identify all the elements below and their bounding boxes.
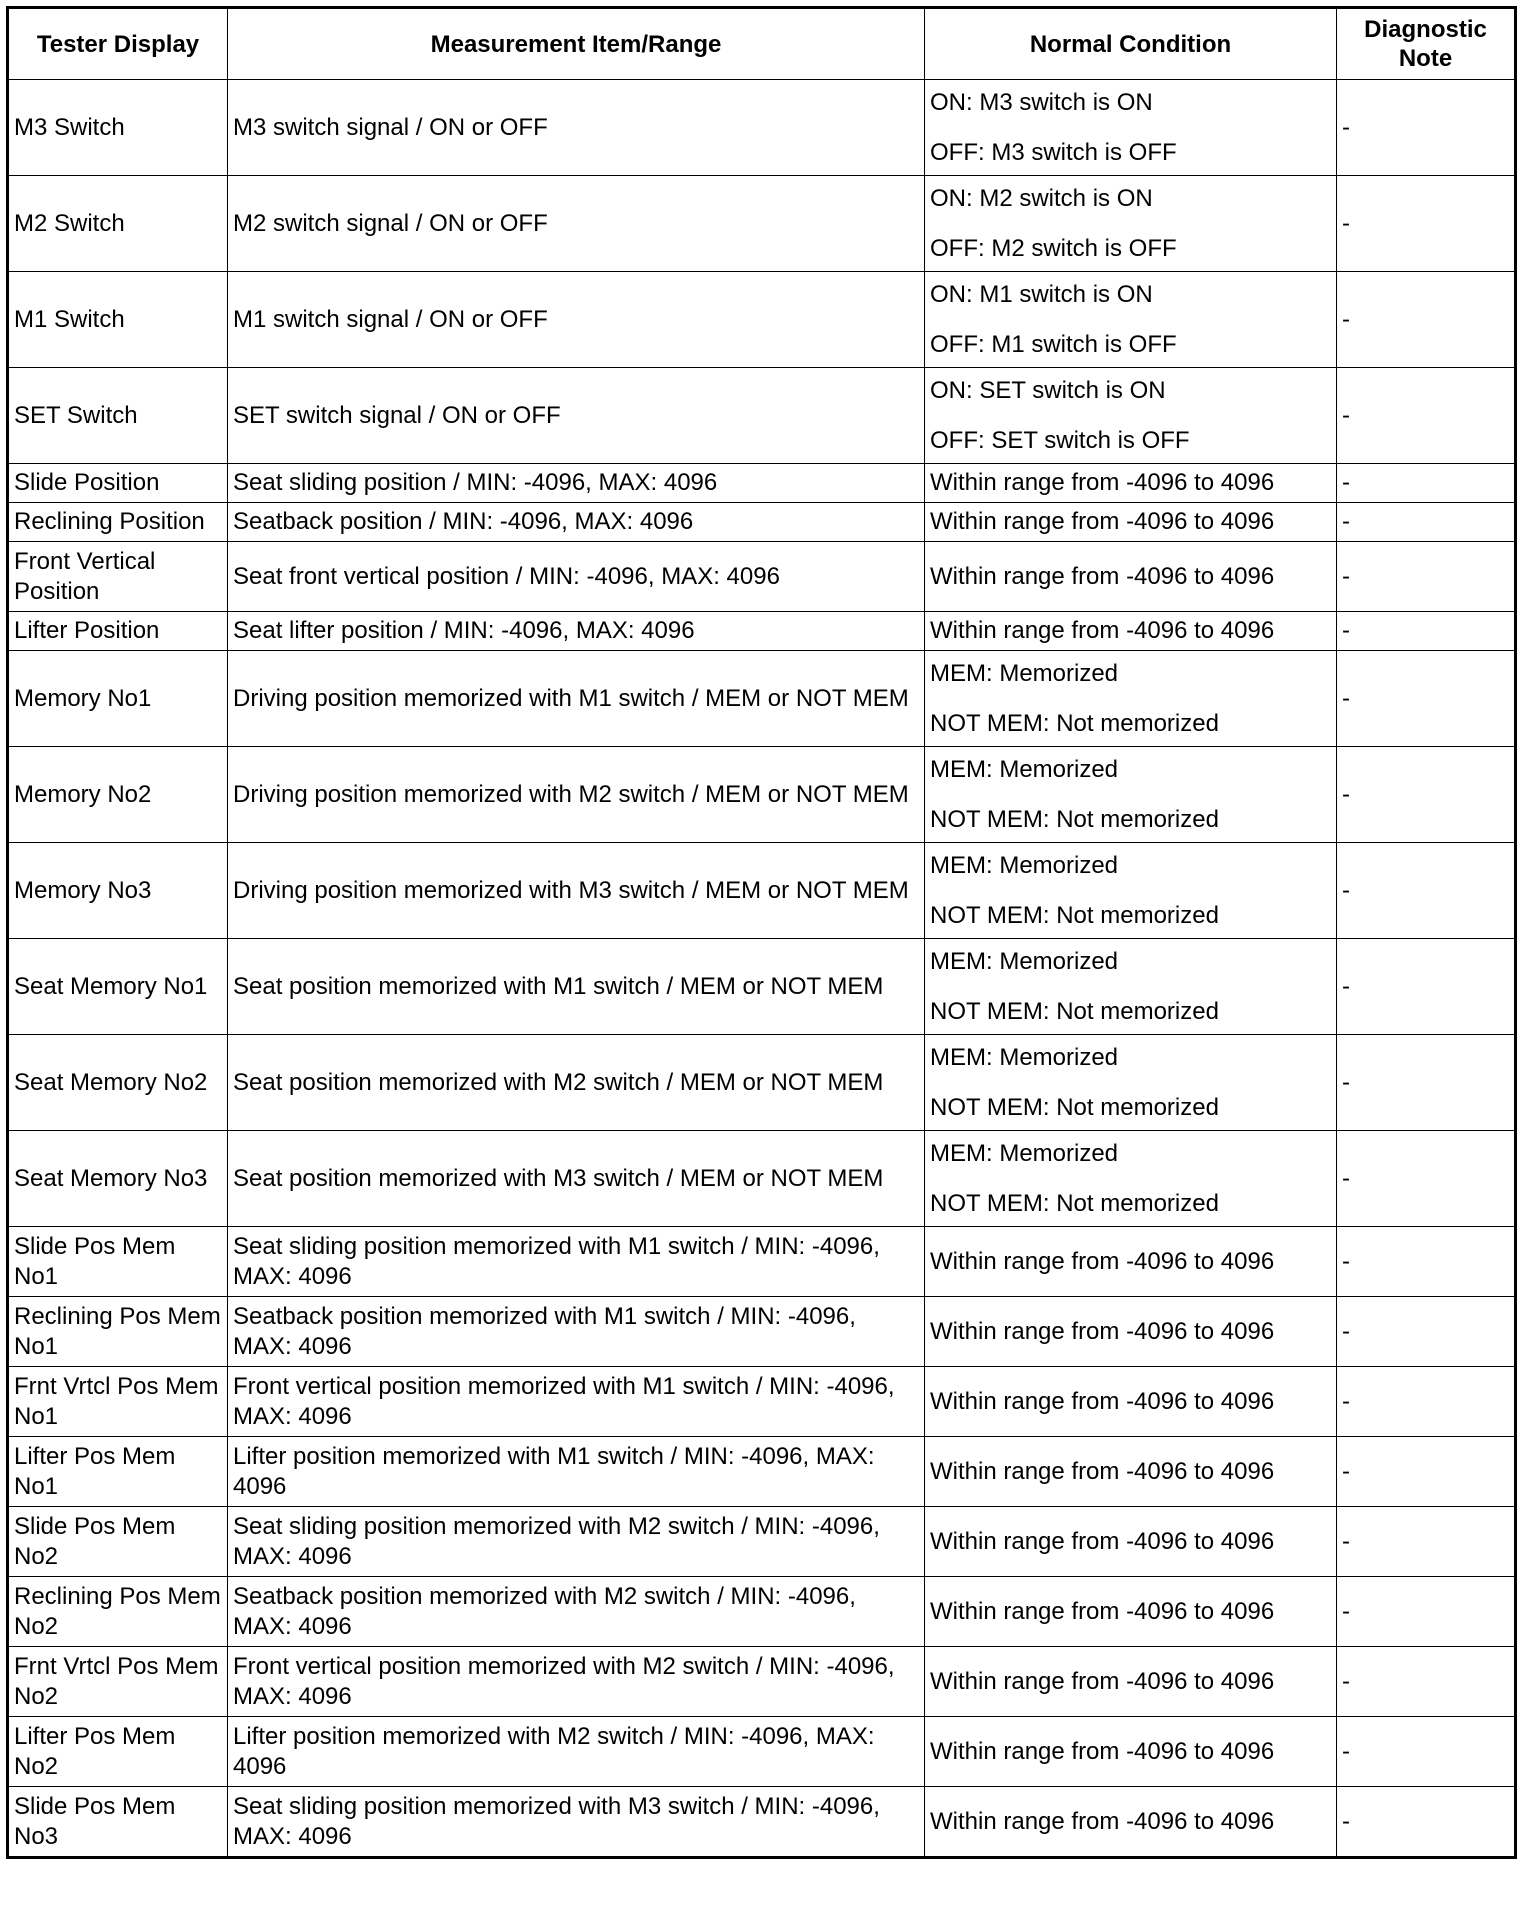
cell-normal-condition: Within range from -4096 to 4096 xyxy=(925,1227,1337,1297)
cell-tester-display: M3 Switch xyxy=(8,80,228,176)
cell-diagnostic-note: - xyxy=(1337,1227,1516,1297)
table-row xyxy=(8,747,1516,843)
cell-measurement-item: M3 switch signal / ON or OFF xyxy=(228,80,925,176)
condition-line-1: MEM: Memorized xyxy=(930,755,1119,783)
cell-tester-display: Slide Pos Mem No1 xyxy=(8,1227,228,1297)
table-row xyxy=(8,1787,1516,1858)
table-row xyxy=(8,80,1516,176)
table-row xyxy=(8,176,1516,272)
cell-diagnostic-note: - xyxy=(1337,368,1516,464)
condition-line-1: MEM: Memorized xyxy=(930,659,1119,687)
cell-tester-display: Front Vertical Position xyxy=(8,542,228,612)
condition-line-1: ON: M3 switch is ON xyxy=(930,88,1153,116)
condition-line-2: OFF: SET switch is OFF xyxy=(930,426,1190,454)
table-row xyxy=(8,843,1516,939)
cell-measurement-item: Front vertical position memorized with M2 switch / MIN: -4096, MAX: 4096 xyxy=(228,1647,925,1717)
condition-line-2: NOT MEM: Not memorized xyxy=(930,997,1219,1025)
cell-measurement-item: Seat position memorized with M3 switch / MEM or NOT MEM xyxy=(228,1131,925,1227)
cell-diagnostic-note: - xyxy=(1337,464,1516,503)
cell-tester-display: Lifter Position xyxy=(8,612,228,651)
cell-normal-condition xyxy=(925,939,1337,1035)
table-row xyxy=(8,939,1516,1035)
cell-diagnostic-note: - xyxy=(1337,272,1516,368)
table-row xyxy=(8,1507,1516,1577)
cell-measurement-item: Seatback position memorized with M1 switch / MIN: -4096, MAX: 4096 xyxy=(228,1297,925,1367)
table-row xyxy=(8,1035,1516,1131)
cell-measurement-item: Seat front vertical position / MIN: -4096, MAX: 4096 xyxy=(228,542,925,612)
table-row xyxy=(8,1297,1516,1367)
cell-normal-condition xyxy=(925,272,1337,368)
cell-diagnostic-note: - xyxy=(1337,1437,1516,1507)
cell-measurement-item: Seat sliding position / MIN: -4096, MAX: 4096 xyxy=(228,464,925,503)
cell-diagnostic-note: - xyxy=(1337,1507,1516,1577)
table-row xyxy=(8,612,1516,651)
header-normal-condition: Normal Condition xyxy=(925,8,1337,80)
cell-measurement-item: Lifter position memorized with M2 switch / MIN: -4096, MAX: 4096 xyxy=(228,1717,925,1787)
cell-diagnostic-note: - xyxy=(1337,747,1516,843)
cell-measurement-item: SET switch signal / ON or OFF xyxy=(228,368,925,464)
cell-normal-condition: Within range from -4096 to 4096 xyxy=(925,542,1337,612)
cell-normal-condition: Within range from -4096 to 4096 xyxy=(925,1367,1337,1437)
cell-normal-condition xyxy=(925,1035,1337,1131)
condition-line-2: OFF: M3 switch is OFF xyxy=(930,138,1177,166)
cell-measurement-item: Seat position memorized with M1 switch / MEM or NOT MEM xyxy=(228,939,925,1035)
cell-measurement-item: Driving position memorized with M2 switch / MEM or NOT MEM xyxy=(228,747,925,843)
cell-tester-display: Slide Pos Mem No2 xyxy=(8,1507,228,1577)
cell-measurement-item: Driving position memorized with M3 switch / MEM or NOT MEM xyxy=(228,843,925,939)
condition-line-2: NOT MEM: Not memorized xyxy=(930,709,1219,737)
condition-line-2: OFF: M2 switch is OFF xyxy=(930,234,1177,262)
cell-normal-condition: Within range from -4096 to 4096 xyxy=(925,464,1337,503)
condition-line-1: MEM: Memorized xyxy=(930,947,1119,975)
condition-line-1: MEM: Memorized xyxy=(930,851,1119,879)
cell-diagnostic-note: - xyxy=(1337,1035,1516,1131)
condition-line-1: MEM: Memorized xyxy=(930,1139,1119,1167)
header-diagnostic-note: Diagnostic Note xyxy=(1337,8,1516,80)
condition-line-1: ON: M1 switch is ON xyxy=(930,280,1153,308)
cell-tester-display: Memory No3 xyxy=(8,843,228,939)
cell-normal-condition xyxy=(925,368,1337,464)
cell-diagnostic-note: - xyxy=(1337,1577,1516,1647)
cell-normal-condition: Within range from -4096 to 4096 xyxy=(925,1437,1337,1507)
cell-measurement-item: Seat lifter position / MIN: -4096, MAX: 4096 xyxy=(228,612,925,651)
condition-line-2: NOT MEM: Not memorized xyxy=(930,1093,1219,1121)
cell-diagnostic-note: - xyxy=(1337,1131,1516,1227)
table-wrapper xyxy=(6,6,1514,1859)
header-measurement-item: Measurement Item/Range xyxy=(228,8,925,80)
cell-tester-display: Seat Memory No1 xyxy=(8,939,228,1035)
cell-normal-condition: Within range from -4096 to 4096 xyxy=(925,503,1337,542)
cell-measurement-item: M1 switch signal / ON or OFF xyxy=(228,272,925,368)
cell-tester-display: Lifter Pos Mem No2 xyxy=(8,1717,228,1787)
cell-diagnostic-note: - xyxy=(1337,651,1516,747)
cell-normal-condition: Within range from -4096 to 4096 xyxy=(925,1507,1337,1577)
cell-measurement-item: Seatback position / MIN: -4096, MAX: 4096 xyxy=(228,503,925,542)
cell-tester-display: Seat Memory No3 xyxy=(8,1131,228,1227)
cell-measurement-item: Seat sliding position memorized with M1 switch / MIN: -4096, MAX: 4096 xyxy=(228,1227,925,1297)
table-row xyxy=(8,1577,1516,1647)
data-monitor-table xyxy=(6,6,1517,1859)
table-row xyxy=(8,1227,1516,1297)
cell-tester-display: Reclining Position xyxy=(8,503,228,542)
cell-normal-condition xyxy=(925,843,1337,939)
cell-tester-display: M2 Switch xyxy=(8,176,228,272)
table-row xyxy=(8,272,1516,368)
cell-tester-display: SET Switch xyxy=(8,368,228,464)
cell-measurement-item: Driving position memorized with M1 switch / MEM or NOT MEM xyxy=(228,651,925,747)
table-row xyxy=(8,1437,1516,1507)
condition-line-1: ON: M2 switch is ON xyxy=(930,184,1153,212)
table-row xyxy=(8,1367,1516,1437)
cell-normal-condition: Within range from -4096 to 4096 xyxy=(925,1717,1337,1787)
cell-normal-condition: Within range from -4096 to 4096 xyxy=(925,612,1337,651)
cell-diagnostic-note: - xyxy=(1337,1367,1516,1437)
condition-line-2: OFF: M1 switch is OFF xyxy=(930,330,1177,358)
cell-tester-display: Frnt Vrtcl Pos Mem No1 xyxy=(8,1367,228,1437)
table-row xyxy=(8,651,1516,747)
cell-measurement-item: M2 switch signal / ON or OFF xyxy=(228,176,925,272)
cell-normal-condition xyxy=(925,651,1337,747)
table-row xyxy=(8,1717,1516,1787)
condition-line-1: MEM: Memorized xyxy=(930,1043,1119,1071)
table-row xyxy=(8,503,1516,542)
cell-tester-display: Memory No1 xyxy=(8,651,228,747)
cell-measurement-item: Seatback position memorized with M2 switch / MIN: -4096, MAX: 4096 xyxy=(228,1577,925,1647)
cell-diagnostic-note: - xyxy=(1337,1647,1516,1717)
cell-tester-display: Reclining Pos Mem No2 xyxy=(8,1577,228,1647)
cell-normal-condition xyxy=(925,80,1337,176)
cell-measurement-item: Seat position memorized with M2 switch / MEM or NOT MEM xyxy=(228,1035,925,1131)
table-row xyxy=(8,464,1516,503)
cell-diagnostic-note: - xyxy=(1337,1787,1516,1858)
cell-measurement-item: Lifter position memorized with M1 switch / MIN: -4096, MAX: 4096 xyxy=(228,1437,925,1507)
cell-diagnostic-note: - xyxy=(1337,612,1516,651)
cell-measurement-item: Seat sliding position memorized with M2 switch / MIN: -4096, MAX: 4096 xyxy=(228,1507,925,1577)
cell-normal-condition xyxy=(925,1131,1337,1227)
cell-normal-condition: Within range from -4096 to 4096 xyxy=(925,1787,1337,1858)
cell-diagnostic-note: - xyxy=(1337,939,1516,1035)
table-row xyxy=(8,542,1516,612)
condition-line-2: NOT MEM: Not memorized xyxy=(930,805,1219,833)
cell-normal-condition xyxy=(925,747,1337,843)
cell-tester-display: Seat Memory No2 xyxy=(8,1035,228,1131)
condition-line-2: NOT MEM: Not memorized xyxy=(930,901,1219,929)
cell-normal-condition xyxy=(925,176,1337,272)
header-row xyxy=(8,8,1516,80)
cell-diagnostic-note: - xyxy=(1337,176,1516,272)
cell-diagnostic-note: - xyxy=(1337,843,1516,939)
cell-tester-display: Slide Pos Mem No3 xyxy=(8,1787,228,1858)
cell-tester-display: Reclining Pos Mem No1 xyxy=(8,1297,228,1367)
cell-tester-display: Frnt Vrtcl Pos Mem No2 xyxy=(8,1647,228,1717)
cell-diagnostic-note: - xyxy=(1337,80,1516,176)
table-row xyxy=(8,368,1516,464)
condition-line-1: ON: SET switch is ON xyxy=(930,376,1166,404)
cell-diagnostic-note: - xyxy=(1337,1717,1516,1787)
cell-diagnostic-note: - xyxy=(1337,542,1516,612)
cell-tester-display: Lifter Pos Mem No1 xyxy=(8,1437,228,1507)
cell-normal-condition: Within range from -4096 to 4096 xyxy=(925,1577,1337,1647)
cell-measurement-item: Seat sliding position memorized with M3 switch / MIN: -4096, MAX: 4096 xyxy=(228,1787,925,1858)
header-tester-display: Tester Display xyxy=(8,8,228,80)
cell-normal-condition: Within range from -4096 to 4096 xyxy=(925,1297,1337,1367)
cell-tester-display: Memory No2 xyxy=(8,747,228,843)
cell-normal-condition: Within range from -4096 to 4096 xyxy=(925,1647,1337,1717)
table-row xyxy=(8,1131,1516,1227)
cell-measurement-item: Front vertical position memorized with M1 switch / MIN: -4096, MAX: 4096 xyxy=(228,1367,925,1437)
condition-line-2: NOT MEM: Not memorized xyxy=(930,1189,1219,1217)
cell-diagnostic-note: - xyxy=(1337,1297,1516,1367)
table-row xyxy=(8,1647,1516,1717)
cell-tester-display: Slide Position xyxy=(8,464,228,503)
cell-diagnostic-note: - xyxy=(1337,503,1516,542)
cell-tester-display: M1 Switch xyxy=(8,272,228,368)
